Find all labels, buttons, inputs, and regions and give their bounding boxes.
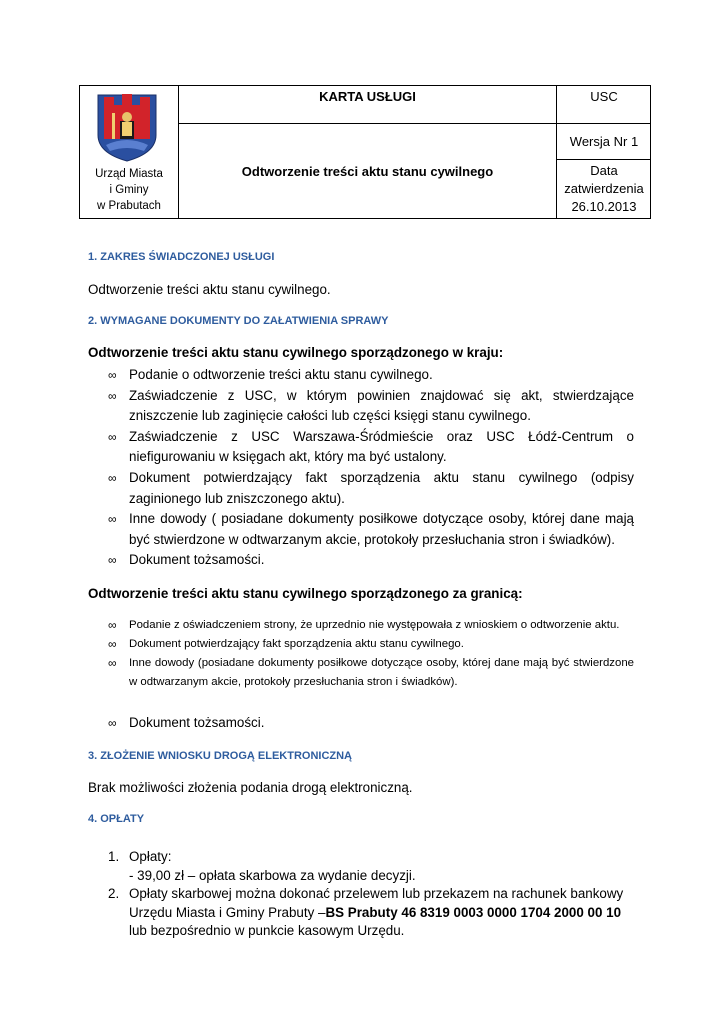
infinity-bullet-icon: ∞ [108, 618, 117, 632]
section-2-heading: 2. WYMAGANE DOKUMENTY DO ZAŁATWIENIA SPRAWY [88, 315, 389, 327]
infinity-bullet-icon: ∞ [108, 637, 117, 651]
organization-name: Urząd Miasta i Gminy w Prabutach [95, 168, 163, 212]
section-3-text: Brak możliwości złożenia podania drogą elektroniczną. [88, 780, 413, 795]
version-label: Wersja Nr 1 [569, 133, 639, 149]
fees-list [108, 848, 634, 941]
list-item: ∞ Podanie z oświadczeniem strony, że uprzednio nie występowała z wnioskiem o odtworzenie aktu. [108, 616, 634, 635]
infinity-bullet-icon: ∞ [108, 470, 117, 485]
foreign-documents-heading: Odtworzenie treści aktu stanu cywilnego sporządzonego za granicą: [88, 586, 523, 601]
section-1-heading: 1. ZAKRES ŚWIADCZONEJ USŁUGI [88, 251, 275, 263]
infinity-bullet-icon: ∞ [108, 656, 117, 670]
section-3-heading: 3. ZŁOŻENIE WNIOSKU DROGĄ ELEKTRONICZNĄ [88, 750, 352, 762]
domestic-documents-list [108, 365, 634, 571]
infinity-bullet-icon: ∞ [108, 716, 117, 730]
foreign-documents-list [108, 616, 634, 692]
list-item: 1. Opłaty: - 39,00 zł – opłata skarbowa za wydanie decyzji. [108, 849, 416, 883]
city-coat-of-arms-icon [94, 91, 160, 163]
list-item: ∞ Inne dowody (posiadane dokumenty posiłkowe dotyczące osoby, której dane mają być stwierdzone w odtwarzanym akcie, protokoły przesłuchania stron i świadków). [108, 656, 634, 688]
section-1-text: Odtworzenie treści aktu stanu cywilnego. [88, 282, 331, 297]
list-item: ∞ Dokument tożsamości. [108, 550, 634, 571]
section-4-heading: 4. OPŁATY [88, 813, 145, 825]
list-item: ∞ Dokument potwierdzający fakt sporządzenia aktu stanu cywilnego. [108, 635, 634, 654]
list-item: ∞ Dokument potwierdzający fakt sporządzenia aktu stanu cywilnego (odpisy zaginionego lub zniszczonego aktu). [108, 469, 634, 506]
list-item: ∞ Zaświadczenie z USC, w którym powinien znajdować się akt, stwierdzające zniszczenie lub zaginięcie całości lub części księgi stanu cywilnego. [108, 387, 634, 424]
infinity-bullet-icon: ∞ [108, 429, 117, 444]
card-title: KARTA USŁUGI [319, 89, 416, 104]
infinity-bullet-icon: ∞ [108, 553, 117, 568]
list-item: 2. Opłaty skarbowej można dokonać przelewem lub przekazem na rachunek bankowy Urzędu Miasta i Gminy Prabuty –BS Prabuty 46 8319 0003 0000 1704 2000 00 10 lub bezpośrednio w punkcie kasowym Urzędu. [108, 886, 624, 938]
foreign-documents-list-last [108, 713, 634, 734]
domestic-documents-heading: Odtworzenie treści aktu stanu cywilnego sporządzonego w kraju: [88, 345, 504, 360]
approval-date-block: Data zatwierdzenia 26.10.2013 [564, 163, 644, 214]
infinity-bullet-icon: ∞ [108, 512, 117, 527]
infinity-bullet-icon: ∞ [108, 388, 117, 403]
list-item: ∞ Zaświadczenie z USC Warszawa-Śródmieście oraz USC Łódź-Centrum o niefigurowaniu w księgach akt, który ma być ustalony. [108, 428, 634, 465]
list-item: ∞ Dokument tożsamości. [108, 713, 634, 734]
list-item: ∞ Podanie o odtworzenie treści aktu stanu cywilnego. [108, 365, 634, 386]
department-code: USC [590, 89, 618, 104]
infinity-bullet-icon: ∞ [108, 368, 117, 382]
service-subject: Odtworzenie treści aktu stanu cywilnego [241, 164, 494, 179]
list-item: ∞ Inne dowody ( posiadane dokumenty posiłkowe dotyczące osoby, której dane mają być stwierdzone w odtwarzanym akcie, protokoły przesłuchania stron i świadków). [108, 511, 634, 547]
bank-account-number: BS Prabuty 46 8319 0003 0000 1704 2000 00 10 [325, 904, 622, 920]
service-card-header-table [79, 85, 651, 219]
